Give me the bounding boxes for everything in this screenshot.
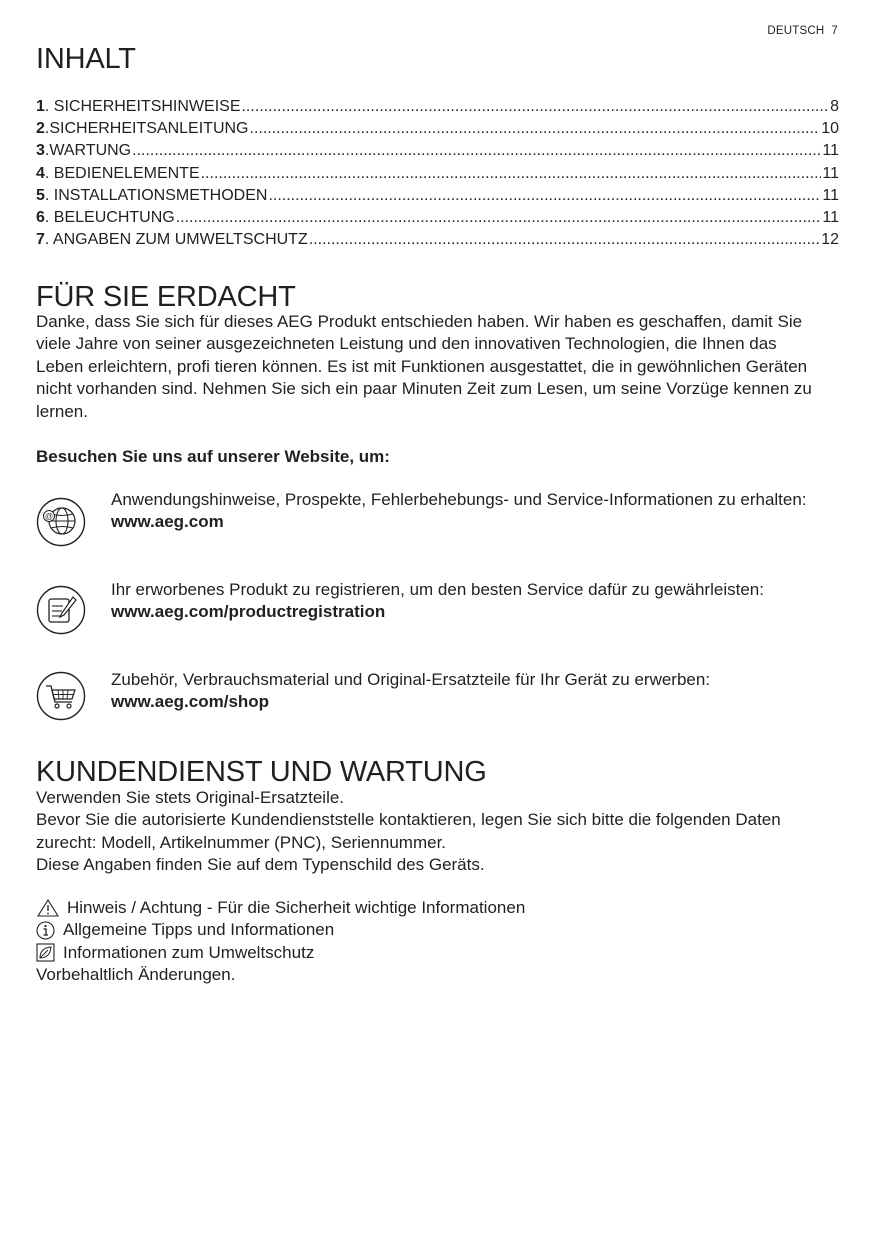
toc-entry-number: 7 bbox=[36, 231, 45, 249]
toc-leader-dots bbox=[201, 163, 822, 185]
toc-heading: INHALT bbox=[36, 43, 136, 75]
visit-heading: Besuchen Sie uns auf unserer Website, um: bbox=[36, 447, 390, 466]
toc-entry-label: . BEDIENELEMENTE bbox=[44, 164, 200, 182]
toc-entry-3[interactable] bbox=[36, 140, 839, 162]
toc-entry-number: 1 bbox=[36, 98, 45, 115]
svg-text:@: @ bbox=[44, 512, 54, 521]
toc-leader-dots bbox=[241, 96, 829, 118]
website-item-text: Zubehör, Verbrauchsmaterial und Original-Ersatzteile für Ihr Gerät zu erwerben: bbox=[111, 670, 711, 689]
info-icon bbox=[36, 921, 55, 940]
service-heading: KUNDENDIENST UND WARTUNG bbox=[36, 756, 487, 788]
language-label: DEUTSCH bbox=[767, 25, 825, 37]
website-item-text: Anwendungshinweise, Prospekte, Fehlerbehebungs- und Service-Informationen zu erhalten: bbox=[111, 490, 807, 509]
toc-entry-1[interactable] bbox=[36, 96, 839, 118]
website-link[interactable]: www.aeg.com/productregistration bbox=[111, 602, 386, 622]
service-line: Bevor Sie die autorisierte Kundendienststelle kontaktieren, legen Sie sich bitte die folgenden Daten zurecht: Modell, Artikelnummer (PNC), Seriennummer. bbox=[36, 810, 781, 852]
toc-entry-number: 2 bbox=[36, 120, 45, 138]
toc-entry-page: 10 bbox=[821, 120, 839, 138]
toc-entry-2[interactable] bbox=[36, 118, 839, 140]
symbol-legend bbox=[36, 897, 736, 987]
leaf-icon bbox=[36, 943, 55, 962]
toc-entry-number: 6 bbox=[36, 209, 45, 227]
service-paragraph bbox=[36, 787, 816, 877]
toc-entry-label: . SICHERHEITSHINWEISE bbox=[44, 98, 241, 115]
service-line: Verwenden Sie stets Original-Ersatzteile. bbox=[36, 788, 345, 807]
toc-entry-page: 11 bbox=[822, 142, 839, 160]
globe-at-icon bbox=[36, 497, 86, 547]
toc-entry-4[interactable] bbox=[36, 163, 839, 185]
toc-entry-page: 11 bbox=[822, 164, 839, 182]
disclaimer-text: Vorbehaltlich Änderungen. bbox=[36, 965, 236, 985]
toc-entry-page: 11 bbox=[822, 209, 839, 227]
toc-entry-label: . BELEUCHTUNG bbox=[44, 209, 175, 227]
warning-triangle-icon bbox=[37, 899, 59, 917]
toc-entry-number: 3 bbox=[36, 142, 45, 160]
intro-heading: FÜR SIE ERDACHT bbox=[36, 281, 296, 313]
toc-entry-label: .WARTUNG bbox=[44, 142, 132, 160]
toc-entry-page: 11 bbox=[822, 186, 839, 204]
legend-text: Allgemeine Tipps und Informationen bbox=[63, 920, 335, 940]
toc-entry-label: .SICHERHEITSANLEITUNG bbox=[44, 120, 249, 138]
legend-item-environment bbox=[36, 942, 736, 964]
legend-text: Hinweis / Achtung - Für die Sicherheit wichtige Informationen bbox=[67, 898, 526, 917]
toc-entry-label: . INSTALLATIONSMETHODEN bbox=[44, 186, 268, 204]
shopping-cart-icon bbox=[36, 671, 86, 721]
toc-leader-dots bbox=[268, 185, 821, 207]
website-item-text: Ihr erworbenes Produkt zu registrieren, um den besten Service dafür zu gewährleisten: bbox=[111, 580, 764, 599]
toc-entry-page: 12 bbox=[821, 231, 839, 249]
website-link[interactable]: www.aeg.com bbox=[111, 512, 224, 532]
toc-leader-dots bbox=[309, 229, 820, 251]
toc-leader-dots bbox=[176, 207, 822, 229]
intro-paragraph: Danke, dass Sie sich für dieses AEG Produkt entschieden haben. Wir haben es geschaffen, damit Sie viele Jahre von seiner ausgezeichneten Leistung und den innovativen Technologien, die Ihnen das Leben erleichtern, profi tieren können. Es ist mit Funktionen ausgestattet, die in gewöhnlichen Geräten nicht vorhanden sind. Nehmen Sie sich ein paar Minuten Zeit zum Lesen, um seine Vorzüge kennen zu lernen. bbox=[36, 312, 812, 421]
toc-entry-number: 4 bbox=[36, 164, 45, 182]
service-line: Diese Angaben finden Sie auf dem Typenschild des Geräts. bbox=[36, 855, 485, 875]
toc-leader-dots bbox=[132, 140, 821, 162]
toc-entry-7[interactable] bbox=[36, 229, 839, 251]
legend-text: Informationen zum Umweltschutz bbox=[63, 942, 315, 962]
page-number: 7 bbox=[831, 25, 838, 37]
page-header bbox=[767, 25, 838, 37]
table-of-contents bbox=[36, 96, 839, 251]
toc-entry-page: 8 bbox=[830, 98, 839, 115]
toc-leader-dots bbox=[250, 118, 821, 140]
website-item-shop bbox=[36, 669, 836, 729]
toc-entry-6[interactable] bbox=[36, 207, 839, 229]
website-item-service bbox=[36, 489, 836, 549]
toc-entry-number: 5 bbox=[36, 186, 45, 204]
legend-item-warning bbox=[36, 897, 736, 919]
toc-entry-label: . ANGABEN ZUM UMWELTSCHUTZ bbox=[44, 231, 308, 249]
registration-form-icon bbox=[36, 585, 86, 635]
website-item-registration bbox=[36, 579, 836, 639]
legend-item-info bbox=[36, 919, 736, 941]
toc-entry-5[interactable] bbox=[36, 185, 839, 207]
website-link[interactable]: www.aeg.com/shop bbox=[111, 692, 270, 712]
